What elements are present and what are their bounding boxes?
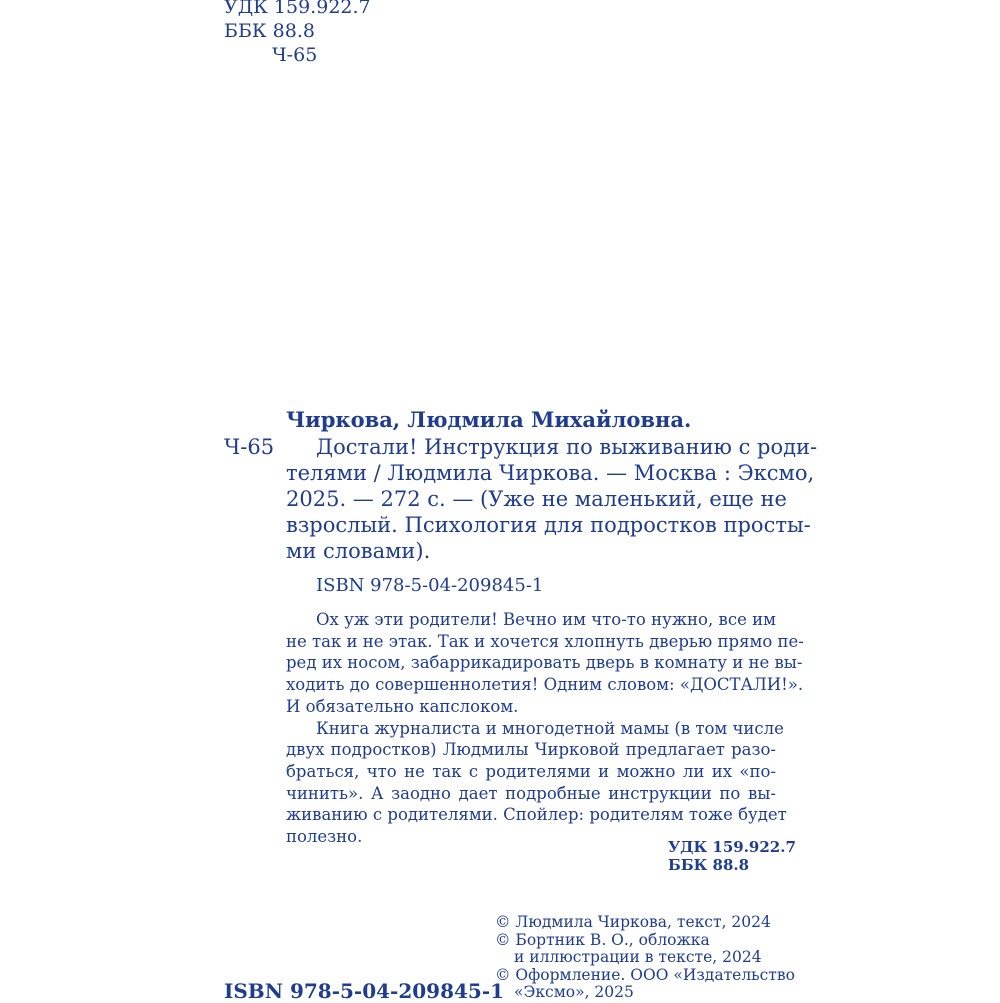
copyright-line: © Бортник В. О., обложка: [495, 930, 710, 949]
copyright-line: «Эксмо», 2025: [514, 983, 634, 1001]
top-udk-code: УДК 159.922.7: [224, 0, 371, 18]
annotation-line: Книга журналиста и многодетной мамы (в том числе: [316, 718, 784, 738]
annotation-line: И обязательно капслоком.: [286, 696, 519, 716]
annotation-line: живанию с родителями. Спойлер: родителям тоже будет: [286, 805, 787, 825]
card-isbn: ISBN 978-5-04-209845-1: [316, 575, 544, 596]
bottom-isbn: ISBN 978-5-04-209845-1: [224, 979, 505, 1003]
annotation-line: не так и не этак. Так и хочется хлопнуть дверью прямо пе-: [286, 631, 804, 651]
top-author-mark: Ч-65: [272, 44, 318, 66]
description-line: телями / Людмила Чиркова. — Москва : Эксмо,: [286, 461, 815, 485]
copyright-line: © Людмила Чиркова, текст, 2024: [495, 913, 771, 931]
description-block: [286, 434, 818, 564]
description-line: взрослый. Психология для подростков просты-: [286, 513, 811, 537]
description-line: Достали! Инструкция по выживанию с роди-: [316, 435, 818, 459]
author-heading: Чиркова, Людмила Михайловна.: [286, 407, 692, 432]
copyright-line: и иллюстрации в тексте, 2024: [514, 948, 762, 966]
annotation-line: ред их носом, забаррикадировать дверь в комнату и не вы-: [286, 653, 803, 673]
annotation-line: полезно.: [286, 827, 363, 847]
annotation-line: чинить». А заодно дает подробные инструкции по вы-: [286, 783, 776, 803]
annotation-line: двух подростков) Людмилы Чирковой предлагает разо-: [286, 740, 776, 760]
copyright-line: © Оформление. ООО «Издательство: [495, 965, 795, 984]
description-line: ми словами).: [286, 539, 431, 563]
copyright-block: [495, 914, 795, 1002]
annotation-bbk-code: ББК 88.8: [668, 856, 750, 874]
annotation-line: ходить до совершеннолетия! Одним словом: «ДОСТАЛИ!».: [286, 675, 804, 695]
author-mark-side: Ч-65: [224, 435, 275, 459]
top-bbk-code: ББК 88.8: [224, 20, 315, 42]
annotation-line: браться, что не так с родителями и можно ли их «по-: [286, 761, 776, 781]
annotation-line: Ох уж эти родители! Вечно им что-то нужно, все им: [316, 610, 776, 629]
description-line: 2025. — 272 с. — (Уже не маленький, еще не: [286, 487, 787, 511]
annotation-udk-code: УДК 159.922.7: [668, 838, 796, 856]
